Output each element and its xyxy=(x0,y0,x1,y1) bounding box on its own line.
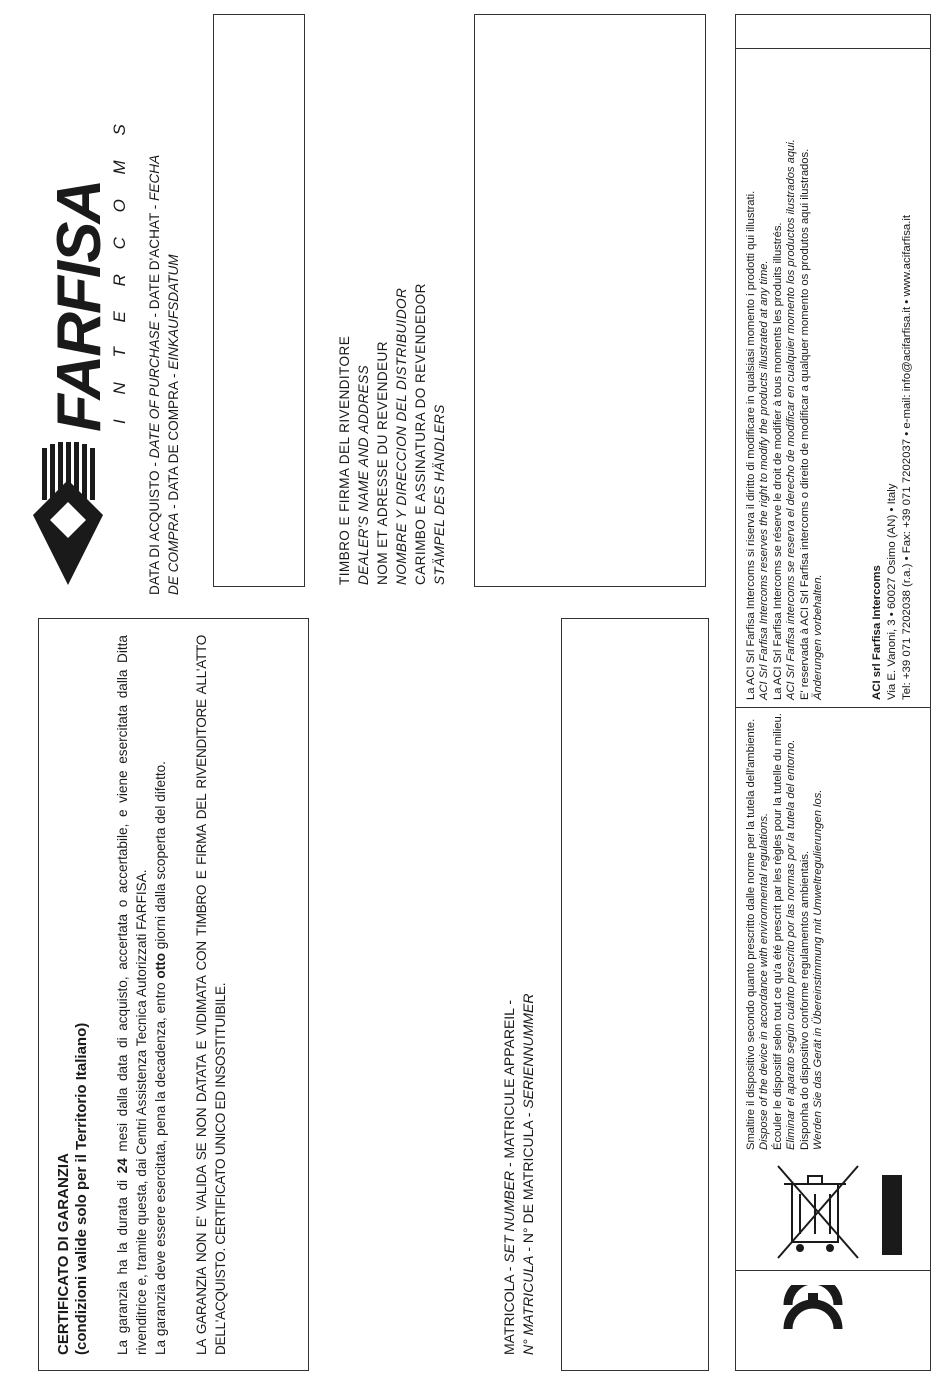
rights-text: La ACI Srl Farfisa Intercoms si riserva il diritto di modificare in qualsiasi momento i prodotti qui illustrati. ACI Srl Farfisa Intercoms reserves the right to modify the products illustrated at any time. La ACI Srl Farfisa Intercoms se réserve le droit de modifier à tous moments les produits illustrés. ACI Srl Farfisa intercoms se reserva el derecho de modificar en cualquier momento los productos ilustrados aqui. E' reservada à ACI Srl Farfisa intercoms o direito de modificar a qualquer momento os produtos aqui ilustrados. Änderungen vorbehalten. xyxy=(745,139,825,700)
disposal-text: Smaltire il dispositivo secondo quanto prescritto dalle norme per la tutela dell'ambiente. Dispose of the device in accordance with environmental regulations. Écouler le dispositif selon tout ce qu'a été prescrit par les règles pour la tutelle du milieu. Eliminar el aparato según cuánto prescrito por las normas por la tutela del entorno. Disponha do dispositivo conforme regulamentos ambientais. Werden Sie das Gerät in Übereinstimmung mit Umweltregulierungen los. xyxy=(745,713,825,1150)
warranty-title: CERTIFICATO DI GARANZIA xyxy=(55,1153,72,1355)
strip-divider-inner xyxy=(861,48,931,49)
matricola-box xyxy=(561,618,709,1371)
purchase-date-label: DATA DI ACQUISTO - DATE OF PURCHASE - DATE D'ACHAT - FECHA DE COMPRA - DATA DE COMPRA - EINKAUFSDATUM xyxy=(147,154,181,595)
dealer-box xyxy=(474,14,706,587)
brand-name: FARFISA xyxy=(45,180,114,432)
company-name: ACI srl Farfisa Intercoms xyxy=(871,565,883,700)
warranty-paragraph-1: La garanzia ha la durata di 24 mesi dalla data di acquisto, accertata o accertabile, e viene esercitata dalla Ditta rivenditrice e, tramite questa, dai Centri Assistenza Tecnica Autorizzati FARFISA. xyxy=(115,635,149,1355)
ce-mark-icon xyxy=(770,1285,870,1365)
dealer-label: TIMBRO E FIRMA DEL RIVENDITORE DEALER'S NAME AND ADDRESS NOM ET ADRESSE DU REVENDEUR NOMBRE Y DIRECCION DEL DISTRIBUIDOR CARIMBO E ASSINATURA DO REVENDEDOR STÄMPEL DES HÄNDLERS xyxy=(337,283,447,585)
warranty-text xyxy=(55,635,305,1355)
farfisa-logo-text xyxy=(45,102,129,432)
farfisa-logo-mark xyxy=(28,440,108,590)
strip-divider-1 xyxy=(735,1270,931,1271)
bin-bar xyxy=(882,1175,902,1255)
brand-tagline: I N T E R C O M S xyxy=(110,114,129,424)
purchase-date-box xyxy=(213,14,305,587)
company-contacts: Tel: +39 071 7202038 (r.a.) • Fax: +39 071 7202037 • e-mail: info@acifarfisa.it • www.acifarfisa.it xyxy=(901,214,913,700)
strip-divider-2 xyxy=(735,707,931,708)
crossed-bin-icon xyxy=(770,1160,870,1265)
company-address: Via E. Vanoni, 3 • 60027 Osimo (AN) • Italy xyxy=(886,483,898,700)
matricola-label: MATRICOLA - SET NUMBER - MATRICULE APPAREIL - N° MATRICULA - N° DE MATRICULA - SERIENNUMMER xyxy=(501,993,536,1355)
warranty-paragraph-2: La garanzia deve essere esercitata, pena la decadenza, entro otto giorni dalla scoperta del difetto. xyxy=(153,761,168,1355)
warranty-paragraph-3: LA GARANZIA NON E' VALIDA SE NON DATATA E VIDIMATA CON TIMBRO E FIRMA DEL RIVENDITORE ALL'ATTO DELL'ACQUISTO. CERTIFICATO UNICO ED INSOSTITUIBILE. xyxy=(194,635,228,1355)
warranty-subtitle: (condizioni valide solo per il Territorio Italiano) xyxy=(73,1022,90,1355)
company-info xyxy=(870,60,930,700)
